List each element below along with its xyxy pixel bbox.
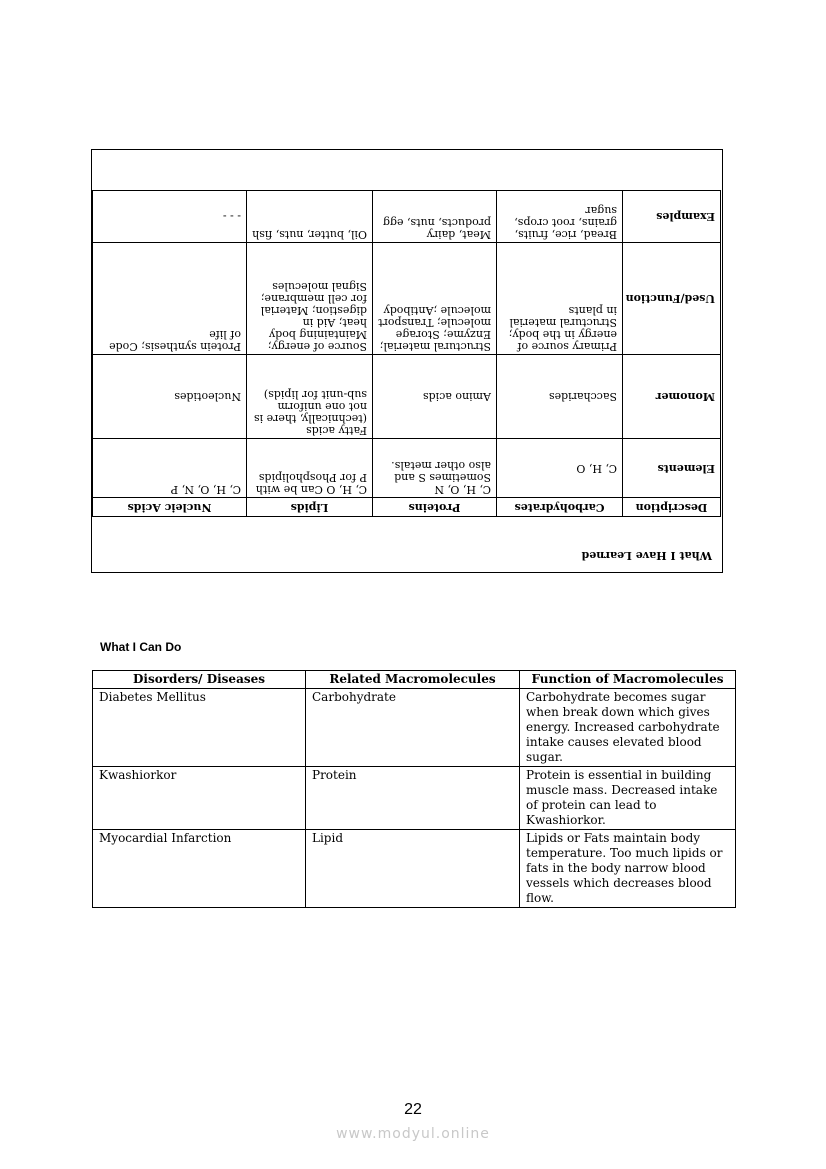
cando-header-row — [93, 671, 736, 689]
column-header: Lipids — [247, 498, 373, 517]
what-i-can-do-title: What I Can Do — [100, 640, 182, 654]
what-i-have-learned-box — [91, 149, 723, 573]
learned-heading: What I Have Learned — [581, 549, 712, 562]
page-number: 22 — [404, 1101, 422, 1118]
learned-table — [92, 190, 721, 517]
watermark: www.modyul.online — [336, 1126, 490, 1142]
learned-header-row — [93, 498, 721, 517]
macromolecule-cell: Lipid — [306, 830, 520, 908]
column-header: Function of Macromolecules — [520, 671, 736, 689]
column-header: Proteins — [373, 498, 497, 517]
table-row — [93, 355, 721, 439]
macromolecule-cell: Protein — [306, 767, 520, 830]
function-cell: Lipids or Fats maintain body temperature. Too much lipids or fats in the body narrow blood vessels which decreases blood flow. — [520, 830, 736, 908]
table-cell: C, H, O, N Sometimes S and also other metals. — [373, 439, 497, 498]
row-label: Examples — [623, 191, 721, 243]
table-row — [93, 243, 721, 355]
function-cell: Carbohydrate becomes sugar when break down which gives energy. Increased carbohydrate intake causes elevated blood sugar. — [520, 689, 736, 767]
disorder-cell: Myocardial Infarction — [93, 830, 306, 908]
table-row — [93, 830, 736, 908]
row-label: Elements — [623, 439, 721, 498]
table-cell: Meat, dairy products, nuts, egg — [373, 191, 497, 243]
table-row — [93, 191, 721, 243]
macromolecule-cell: Carbohydrate — [306, 689, 520, 767]
column-header: Disorders/ Diseases — [93, 671, 306, 689]
table-cell: Structural material; Enzyme; Storage molecule; Transport molecule ;Antibody — [373, 243, 497, 355]
column-header: Description — [623, 498, 721, 517]
table-cell: C, H, O — [497, 439, 623, 498]
table-cell: Fatty acids (technically, there is not one uniform sub-unit for lipids) — [247, 355, 373, 439]
table-cell: Bread, rice, fruits, grains, root crops, sugar — [497, 191, 623, 243]
what-i-can-do-table — [92, 670, 736, 908]
table-cell: C, H, O, N, P — [93, 439, 247, 498]
table-row — [93, 439, 721, 498]
rotated-content — [92, 150, 722, 572]
column-header: Carbohydrates — [497, 498, 623, 517]
column-header: Related Macromolecules — [306, 671, 520, 689]
table-cell: Source of energy; Maintaining body heat; Aid in digestion; Material for cell membrane; Signal molecules — [247, 243, 373, 355]
function-cell: Protein is essential in building muscle mass. Decreased intake of protein can lead to Kwashiorkor. — [520, 767, 736, 830]
table-row — [93, 767, 736, 830]
disorder-cell: Kwashiorkor — [93, 767, 306, 830]
table-cell: Saccharides — [497, 355, 623, 439]
table-cell: Nucleotides — [93, 355, 247, 439]
table-cell: - - - — [93, 191, 247, 243]
table-row — [93, 689, 736, 767]
disorder-cell: Diabetes Mellitus — [93, 689, 306, 767]
row-label: Monomer — [623, 355, 721, 439]
table-cell: Protein synthesis; Code of life — [93, 243, 247, 355]
row-label: Used/Function — [623, 243, 721, 355]
column-header: Nucleic Acids — [93, 498, 247, 517]
table-cell: C, H, O Can be with P for Phospholipids — [247, 439, 373, 498]
table-cell: Primary source of energy in the body; Structural material in plants — [497, 243, 623, 355]
table-cell: Oil, butter, nuts, fish — [247, 191, 373, 243]
table-cell: Amino acids — [373, 355, 497, 439]
